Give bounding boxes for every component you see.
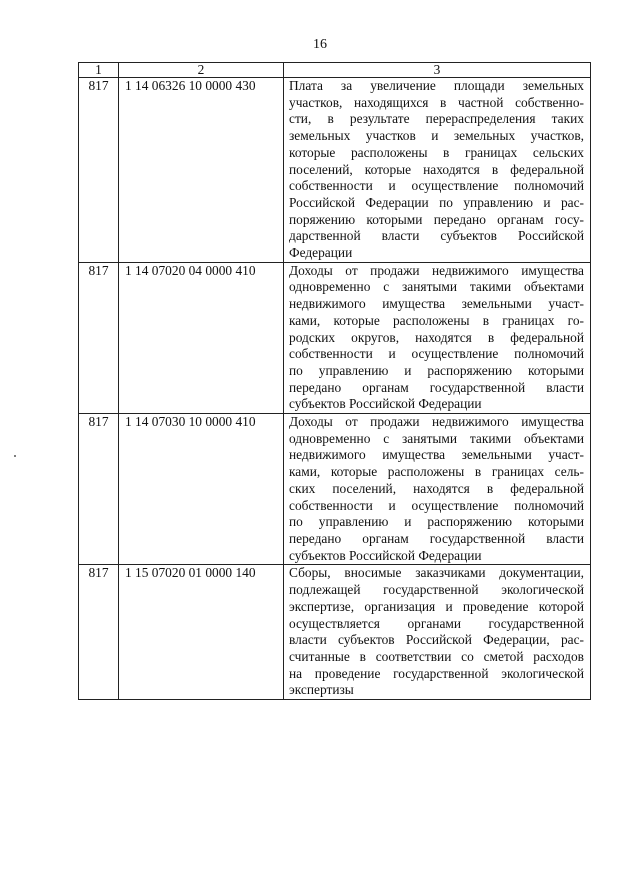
description-line: собственности и осуществление полномочий	[289, 497, 584, 513]
admin-code-cell: 817	[79, 414, 119, 565]
column-header-1: 1	[79, 63, 119, 78]
description-line: на проведение государственной экологической	[289, 665, 584, 681]
description-line: субъектов Российской Федерации	[289, 547, 482, 563]
admin-code-cell: 817	[79, 262, 119, 413]
description-line: по управлению и распоряжению которыми	[289, 362, 584, 378]
description-line: Плата за увеличение площади земельных	[289, 78, 584, 93]
description-line: сти, в результате перераспределения таких	[289, 111, 584, 127]
description-line: по управлению и распоряжению которыми	[289, 514, 584, 530]
revenue-description-cell	[284, 262, 591, 413]
revenue-description-cell	[284, 78, 591, 263]
table-row	[79, 565, 591, 700]
scan-speck	[14, 455, 16, 457]
description-line: считанные в соответствии со сметой расходов	[289, 648, 584, 664]
admin-code-cell: 817	[79, 78, 119, 263]
description-line: осуществляется органами государственной	[289, 615, 584, 631]
description-line: дарственной власти субъектов Российской	[289, 228, 584, 244]
table-body	[79, 78, 591, 700]
description-line: Сборы, вносимые заказчиками документации,	[289, 565, 584, 581]
revenue-description-cell	[284, 565, 591, 700]
description-line: участков, находящихся в частной собственно-	[289, 94, 584, 110]
budget-classification-code-cell: 1 15 07020 01 0000 140	[119, 565, 284, 700]
table-header-row	[79, 63, 591, 78]
description-line: ками, которые расположены в границах го-	[289, 312, 584, 328]
budget-classification-code-cell: 1 14 06326 10 0000 430	[119, 78, 284, 263]
revenue-description-cell	[284, 414, 591, 565]
description-line: недвижимого имущества земельными участ-	[289, 447, 584, 463]
admin-code-cell: 817	[79, 565, 119, 700]
description-line: Доходы от продажи недвижимого имущества	[289, 262, 584, 278]
description-line: одновременно с занятыми такими объектами	[289, 430, 584, 446]
description-line: родских округов, находятся в федеральной	[289, 329, 584, 345]
description-line: ками, которые расположены в границах сель-	[289, 464, 584, 480]
description-line: Российской Федерации по управлению и рас-	[289, 194, 584, 210]
table-row	[79, 414, 591, 565]
page-number: 16	[313, 37, 327, 52]
description-line: собственности и осуществление полномочий	[289, 178, 584, 194]
description-line: Федерации	[289, 245, 353, 261]
description-line: Доходы от продажи недвижимого имущества	[289, 414, 584, 430]
description-line: подлежащей государственной экологической	[289, 582, 584, 598]
column-header-2: 2	[119, 63, 284, 78]
description-line: недвижимого имущества земельными участ-	[289, 296, 584, 312]
budget-classification-code-cell: 1 14 07020 04 0000 410	[119, 262, 284, 413]
budget-codes-table	[78, 62, 591, 700]
description-line: собственности и осуществление полномочий	[289, 346, 584, 362]
description-line: передано органам государственной власти	[289, 530, 584, 546]
description-line: передано органам государственной власти	[289, 379, 584, 395]
table-row	[79, 262, 591, 413]
description-line: экспертизе, организация и проведение которой	[289, 598, 584, 614]
column-header-3: 3	[284, 63, 591, 78]
description-line: власти субъектов Российской Федерации, рас-	[289, 632, 584, 648]
table-row	[79, 78, 591, 263]
description-line: ских поселений, находятся в федеральной	[289, 480, 584, 496]
description-line: поряжению которыми передано органам госу-	[289, 211, 584, 227]
description-line: которые расположены в границах сельских	[289, 144, 584, 160]
description-line: экспертизы	[289, 682, 354, 698]
description-line: одновременно с занятыми такими объектами	[289, 279, 584, 295]
budget-classification-code-cell: 1 14 07030 10 0000 410	[119, 414, 284, 565]
description-line: поселений, которые находятся в федеральной	[289, 161, 584, 177]
description-line: земельных участков и земельных участков,	[289, 128, 584, 144]
description-line: субъектов Российской Федерации	[289, 396, 482, 412]
